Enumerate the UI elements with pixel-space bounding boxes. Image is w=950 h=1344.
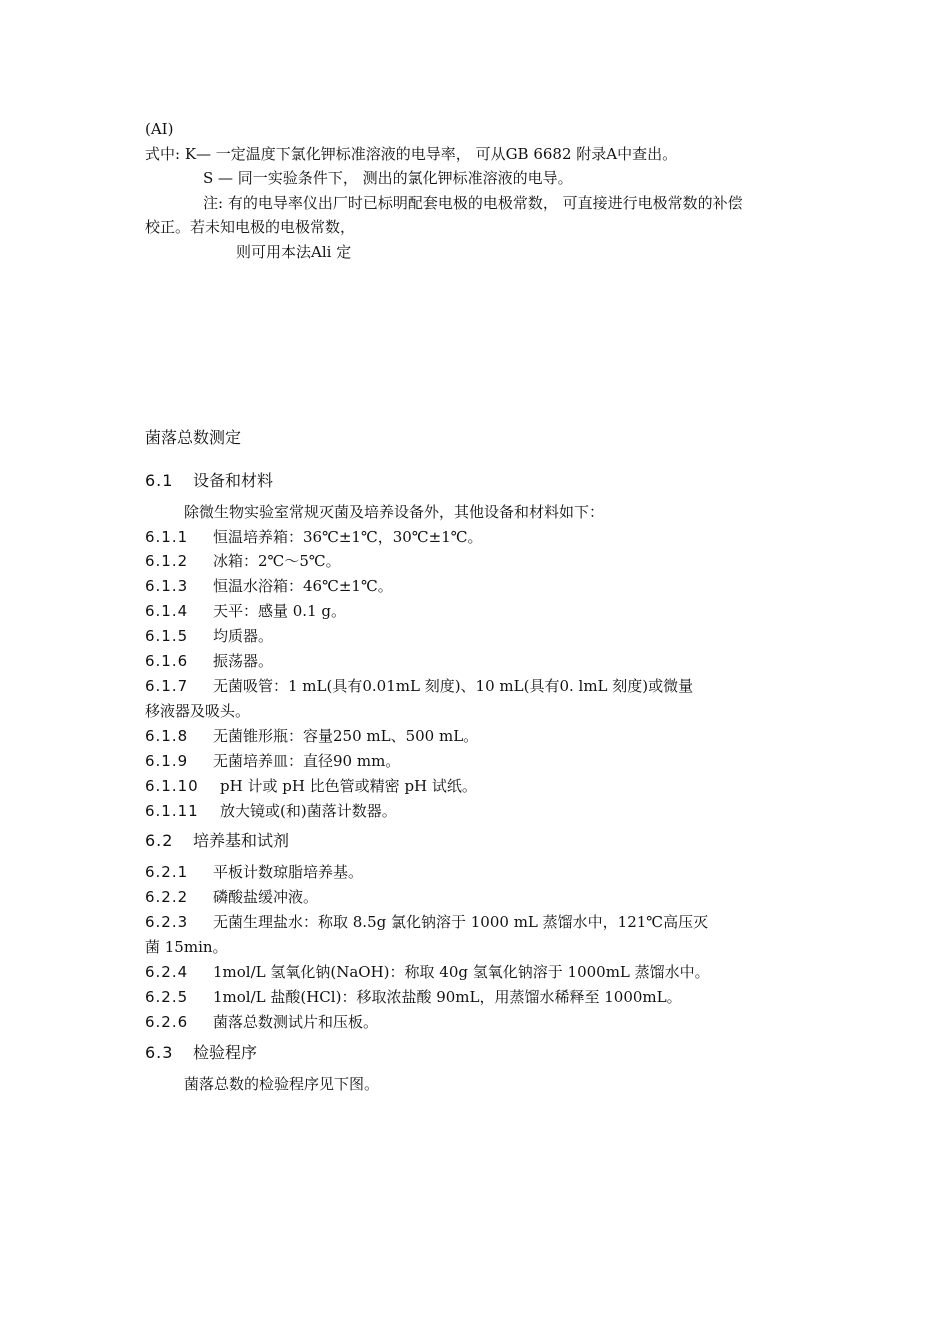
- subsection-title: 检验程序: [193, 1043, 258, 1062]
- list-item: [145, 650, 273, 672]
- item-number: 6.1.5: [145, 627, 189, 645]
- item-text: 振荡器。: [213, 652, 274, 670]
- item-text: 无菌锥形瓶：容量250 mL、500 mL。: [213, 727, 479, 745]
- item-text: 无菌生理盐水：称取 8.5g 氯化钠溶于 1000 mL 蒸馏水中，121℃高压灭: [213, 913, 709, 931]
- item-number: 6.1.6: [145, 652, 189, 670]
- item-number: 6.1.8: [145, 727, 189, 745]
- item-text: 无菌吸管：1 mL(具有0.01mL 刻度)、10 mL(具有0. lmL 刻度)或微量: [213, 677, 694, 695]
- item-number: 6.2.2: [145, 888, 189, 906]
- list-item: [145, 800, 397, 822]
- k-definition: 式中: K— 一定温度下氯化钾标准溶液的电导率， 可从GB 6682 附录A中查出。: [145, 145, 678, 163]
- item-number: 6.1.4: [145, 602, 189, 620]
- item-number: 6.2.3: [145, 913, 189, 931]
- list-item: [145, 725, 478, 747]
- list-item: [145, 861, 363, 883]
- list-item: [145, 675, 693, 697]
- s-definition: S — 同一实验条件下， 测出的氯化钾标准溶液的电导。: [203, 169, 573, 187]
- item-text: 磷酸盐缓冲液。: [213, 888, 319, 906]
- list-item-continuation: [145, 936, 228, 958]
- list-item: [145, 1011, 378, 1033]
- list-item-continuation: [145, 700, 250, 722]
- formula-reference: (AI): [145, 120, 174, 138]
- list-item: [145, 886, 318, 908]
- subsection-title: 培养基和试剂: [193, 831, 290, 850]
- subsection-6-3-heading: [145, 1042, 257, 1064]
- item-text: 恒温水浴箱：46℃±1℃。: [213, 577, 393, 595]
- item-text: 平板计数琼脂培养基。: [213, 863, 364, 881]
- item-number: 6.2.6: [145, 1013, 189, 1031]
- subsection-6-1-heading: [145, 470, 273, 492]
- item-text: 移液器及吸头。: [145, 702, 251, 720]
- item-number: 6.2.5: [145, 988, 189, 1006]
- subsection-number: 6.2: [145, 831, 174, 850]
- item-text: 放大镜或(和)菌落计数器。: [220, 802, 397, 820]
- subsection-number: 6.1: [145, 471, 174, 490]
- list-item: [145, 911, 708, 933]
- list-item: [145, 961, 710, 983]
- note-line-1: 注: 有的电导率仪出厂时已标明配套电极的电极常数， 可直接进行电极常数的补偿: [203, 194, 743, 212]
- list-item: [145, 625, 273, 647]
- list-item: [145, 550, 341, 572]
- list-item: [145, 986, 682, 1008]
- subsection-6-2-heading: [145, 830, 289, 852]
- item-number: 6.1.11: [145, 802, 199, 820]
- section-title: 菌落总数测定: [145, 428, 242, 447]
- list-item: [145, 526, 483, 548]
- item-number: 6.1.2: [145, 552, 189, 570]
- subsection-number: 6.3: [145, 1043, 174, 1062]
- item-text: 冰箱：2℃～5℃。: [213, 552, 341, 570]
- item-text: 天平：感量 0.1 g。: [213, 602, 346, 620]
- item-text: 均质器。: [213, 627, 274, 645]
- item-text: 无菌培养皿：直径90 mm。: [213, 752, 401, 770]
- item-number: 6.1.3: [145, 577, 189, 595]
- item-number: 6.1.9: [145, 752, 189, 770]
- item-text: 菌落总数测试片和压板。: [213, 1013, 379, 1031]
- item-number: 6.2.1: [145, 863, 189, 881]
- item-text: 菌 15min。: [145, 938, 228, 956]
- item-text: 1mol/L 氢氧化钠(NaOH)：称取 40g 氢氧化钠溶于 1000mL 蒸馏水中。: [213, 963, 710, 981]
- list-item: [145, 575, 393, 597]
- item-number: 6.2.4: [145, 963, 189, 981]
- note-line-3: 则可用本法Ali 定: [236, 243, 352, 261]
- list-item: [145, 750, 400, 772]
- item-number: 6.1.1: [145, 528, 189, 546]
- list-item: [145, 600, 346, 622]
- item-text: 恒温培养箱：36℃±1℃，30℃±1℃。: [213, 528, 483, 546]
- note-line-2: 校正。若未知电极的电极常数，: [145, 218, 356, 236]
- list-item: [145, 775, 477, 797]
- item-number: 6.1.7: [145, 677, 189, 695]
- item-text: pH 计或 pH 比色管或精密 pH 试纸。: [220, 777, 477, 795]
- subsection-6-3-text: 菌落总数的检验程序见下图。: [184, 1075, 380, 1093]
- subsection-6-1-intro: 除微生物实验室常规灭菌及培养设备外，其他设备和材料如下：: [184, 503, 605, 521]
- item-text: 1mol/L 盐酸(HCl)：移取浓盐酸 90mL，用蒸馏水稀释至 1000mL。: [213, 988, 682, 1006]
- item-number: 6.1.10: [145, 777, 199, 795]
- subsection-title: 设备和材料: [193, 471, 274, 490]
